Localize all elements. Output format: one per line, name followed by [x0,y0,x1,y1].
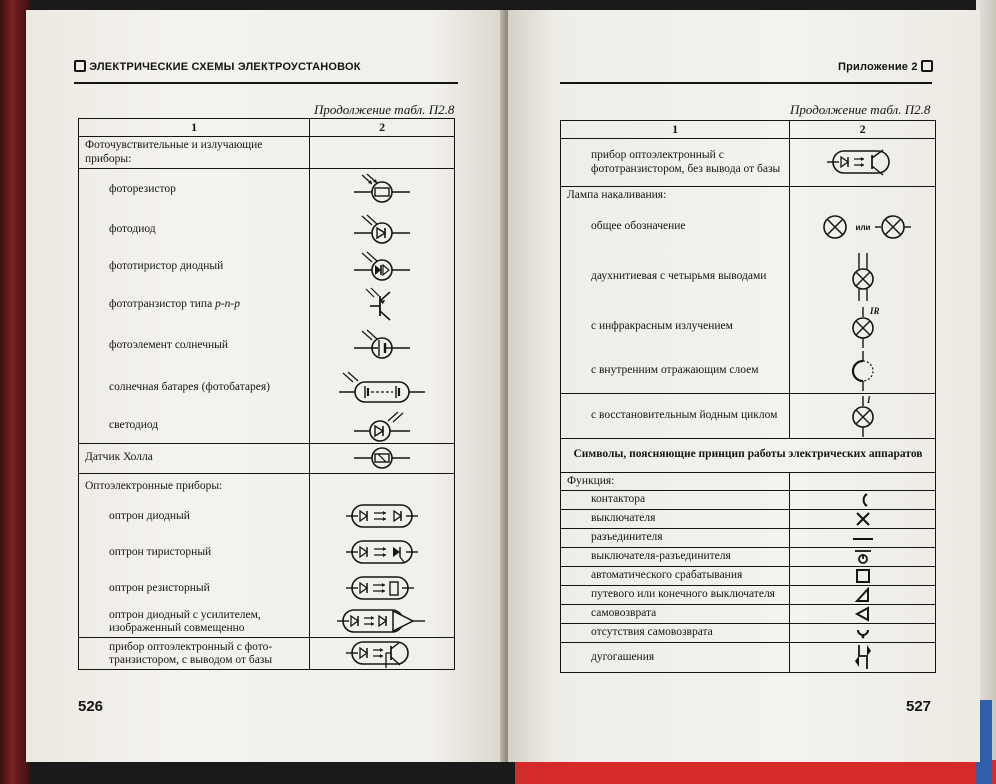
header-rule [560,82,932,84]
table-row [561,187,936,205]
table-row [79,638,455,670]
table-row [561,472,936,490]
row-label: фоторезистор [79,169,310,211]
table-row [79,499,455,535]
row-label: оптрон диодный с усилителем, изображенный совмещенно [79,607,310,638]
table-row [79,409,455,444]
row-label: фотоэлемент солнечный [79,325,310,367]
table-row [561,528,936,547]
table-row [79,285,455,325]
limit-switch-function-symbol [853,587,873,603]
running-head-right: Приложение 2 [838,60,933,73]
square-bullet-icon [921,60,933,72]
header-rule [74,82,458,84]
opto-amplifier-symbol [337,607,427,637]
lamp-general-symbol [813,210,913,244]
row-label: отсутствия самовозврата [561,623,790,642]
photodiode-symbol [352,213,412,247]
table-row [79,571,455,607]
breaker-disconnector-function-symbol [851,549,875,565]
self-return-function-symbol [853,606,873,622]
table-header-row [561,121,936,139]
solar-cell-symbol [352,328,412,364]
row-label: Датчик Холла [79,443,310,473]
lamp-reflective-symbol [843,349,883,393]
opto-diode-symbol [346,502,418,532]
table-row [79,367,455,409]
cover-red-edge [515,760,996,784]
continuation-caption: Продолжение табл. П2.8 [790,102,931,117]
row-label: прибор оптоэлектронный с фото-транзистором, с выводом от базы [79,638,310,670]
row-label: фотодиод [79,211,310,249]
column-header-1: 1 [79,119,310,137]
table-row [561,642,936,672]
breaker-function-symbol [853,511,873,527]
table-row [79,169,455,211]
row-label: дугогашения [561,642,790,672]
opto-resistor-symbol [346,574,418,604]
table-row [79,211,455,249]
lamp-infrared-symbol [843,305,883,349]
row-label: с внутренним отражающим слоем [561,349,790,394]
row-label: с восстановительным йодным циклом [561,393,790,438]
contactor-function-symbol [853,492,873,508]
row-label: оптрон тиристорный [79,535,310,571]
page-number-left: 526 [78,698,104,715]
table-row [79,535,455,571]
row-label: автоматического срабатывания [561,566,790,585]
symbols-table-right [560,120,936,673]
table-row [561,139,936,187]
square-bullet-icon [74,60,86,72]
opto-phototransistor-nobase-symbol [827,148,899,178]
row-label: путевого или конечного выключателя [561,585,790,604]
arc-quenching-function-symbol [851,643,875,671]
left-page [26,10,506,762]
section-label: Лампа накаливания: [561,187,790,205]
row-label: общее обозначение [561,205,790,249]
row-label: контактора [561,490,790,509]
led-symbol [352,409,412,443]
row-label: выключателя [561,509,790,528]
column-header-2: 2 [790,121,936,139]
row-label: разъединителя [561,528,790,547]
opto-phototransistor-base-symbol [346,639,418,669]
running-head-left: ЭЛЕКТРИЧЕСКИЕ СХЕМЫ ЭЛЕКТРОУСТАНОВОК [74,60,361,73]
section-label: Функция: [561,472,790,490]
lamp-iodine-symbol [843,394,883,438]
table-row [79,443,455,473]
row-label: выключателя-разъединителя [561,547,790,566]
auto-trip-function-symbol [853,568,873,584]
row-label: даухнитиевая с четырьмя выводами [561,249,790,305]
table-row [79,249,455,285]
row-label: фототранзистор типа p-n-p [79,285,310,325]
section-label: Оптоэлектронные приборы: [79,473,310,499]
table-row [561,490,936,509]
photothyristor-symbol [352,250,412,284]
table-row [561,604,936,623]
iodine-label: I [866,394,871,405]
photoresistor-symbol [352,172,412,208]
continuation-caption: Продолжение табл. П2.8 [314,102,455,117]
table-row [561,305,936,349]
table-row [561,547,936,566]
column-header-1: 1 [561,121,790,139]
table-row [561,349,936,394]
row-label: оптрон диодный [79,499,310,535]
ir-label: IR [869,305,880,316]
table-header-row [79,119,455,137]
row-label: с инфракрасным излучением [561,305,790,349]
table-row [561,393,936,438]
table-row [561,585,936,604]
table-row [561,509,936,528]
or-label: или [855,222,871,232]
no-return-function-symbol [853,625,873,641]
table-row [561,566,936,585]
opto-thyristor-symbol [346,538,418,568]
table-row [79,325,455,367]
table-row [79,607,455,638]
section-heading: Символы, поясняющие принцип работы электрических аппаратов [561,438,936,472]
row-label: оптрон резисторный [79,571,310,607]
right-page [508,10,980,762]
row-label: самовозврата [561,604,790,623]
table-row [561,623,936,642]
table-row [561,438,936,472]
table-row [561,249,936,305]
row-label: фототиристор диодный [79,249,310,285]
hall-sensor-symbol [352,445,412,471]
column-header-2: 2 [310,119,455,137]
section-label: Фоточувствительные и излучающие приборы: [79,137,310,169]
page-number-right: 527 [906,698,932,715]
solar-battery-symbol [337,370,427,406]
table-row [79,137,455,169]
symbols-table-left [78,118,455,670]
row-label: прибор оптоэлектронный с фототранзистором, без вывода от базы [561,139,790,187]
row-label: солнечная батарея (фотобатарея) [79,367,310,409]
table-row [79,473,455,499]
row-label: светодиод [79,409,310,444]
table-row [561,205,936,249]
phototransistor-symbol [352,286,412,324]
lamp-four-leads-symbol [843,251,883,303]
disconnector-function-symbol [851,530,875,546]
